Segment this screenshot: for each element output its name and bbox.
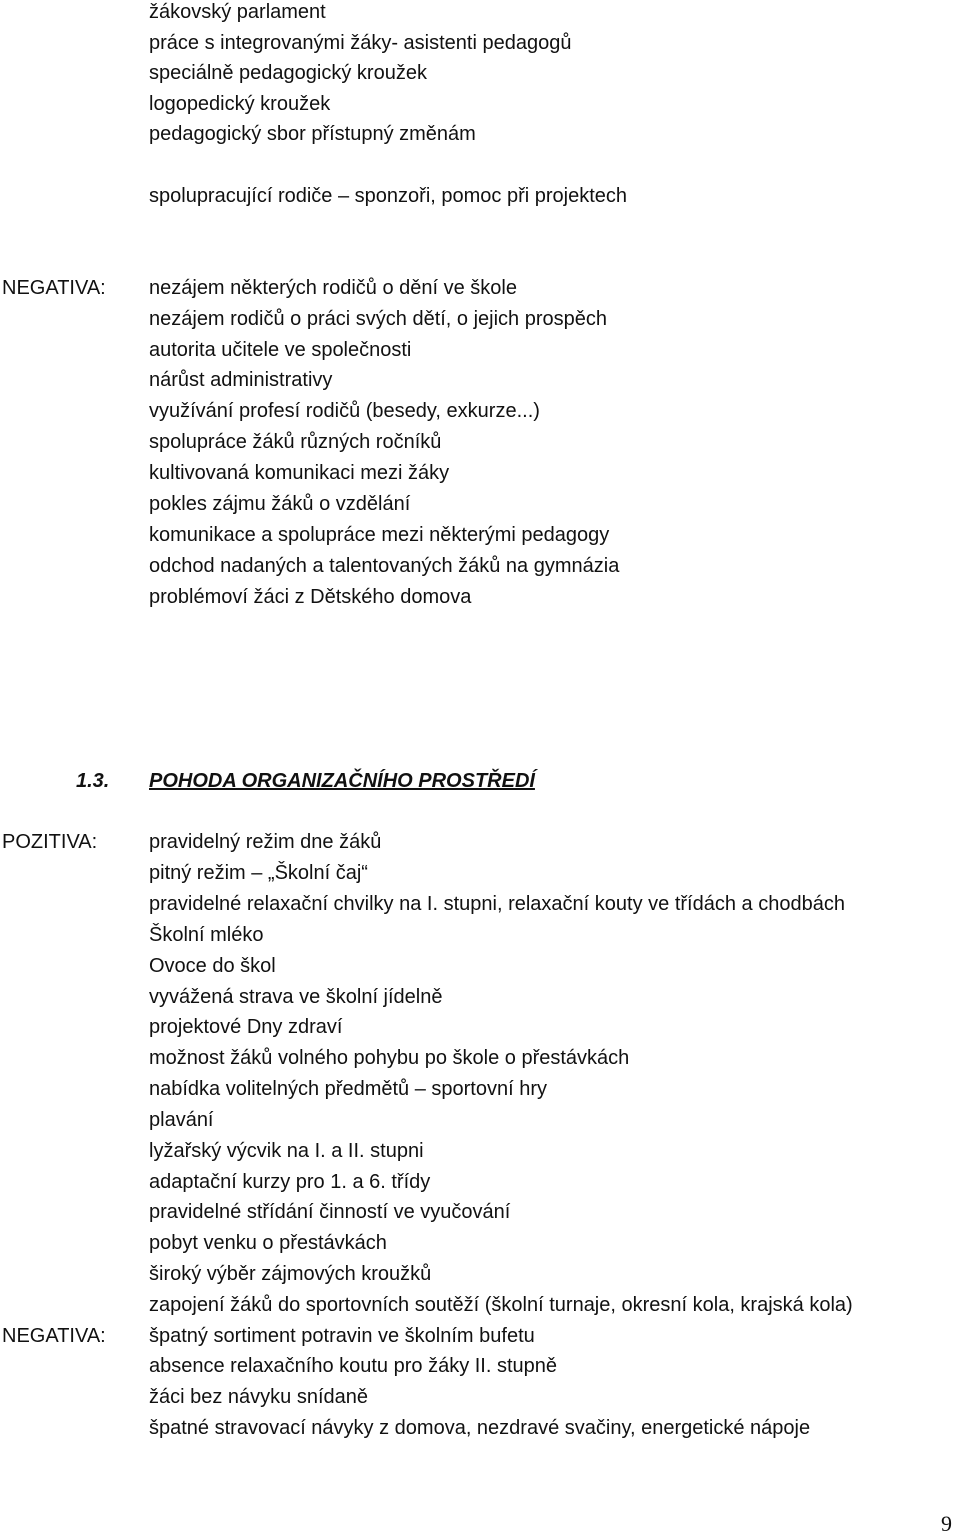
section-number: 1.3.	[76, 770, 110, 792]
pozitiva-item: pravidelný režim dne žáků	[149, 831, 382, 853]
top-list-item: žákovský parlament	[149, 1, 326, 23]
top-list-item: logopedický kroužek	[149, 93, 331, 115]
pozitiva-item: projektové Dny zdraví	[149, 1016, 343, 1038]
negativa-item: komunikace a spolupráce mezi některými pedagogy	[149, 524, 610, 546]
negativa-item: nezájem rodičů o práci svých dětí, o jejich prospěch	[149, 308, 608, 330]
negativa-label: NEGATIVA:	[2, 1325, 106, 1347]
negativa-item: absence relaxačního koutu pro žáky II. stupně	[149, 1355, 558, 1377]
negativa-item: žáci bez návyku snídaně	[149, 1386, 369, 1408]
pozitiva-item: lyžařský výcvik na I. a II. stupni	[149, 1140, 424, 1162]
negativa-item: spolupráce žáků různých ročníků	[149, 431, 442, 453]
section-title: POHODA ORGANIZAČNÍHO PROSTŘEDÍ	[149, 770, 535, 792]
negativa-label: NEGATIVA:	[2, 277, 106, 299]
pozitiva-item: pravidelné střídání činností ve vyučování	[149, 1201, 511, 1223]
top-list-item: speciálně pedagogický kroužek	[149, 62, 427, 84]
pozitiva-item: Ovoce do škol	[149, 955, 276, 977]
pozitiva-item: pravidelné relaxační chvilky na I. stupni, relaxační kouty ve třídách a chodbách	[149, 893, 845, 915]
negativa-item: nárůst administrativy	[149, 369, 333, 391]
pozitiva-label: POZITIVA:	[2, 831, 98, 853]
pozitiva-item: pobyt venku o přestávkách	[149, 1232, 387, 1254]
pozitiva-item: Školní mléko	[149, 924, 264, 946]
negativa-item: problémoví žáci z Dětského domova	[149, 586, 472, 608]
negativa-item: pokles zájmu žáků o vzdělání	[149, 493, 411, 515]
negativa-item: autorita učitele ve společnosti	[149, 339, 412, 361]
negativa-item: využívání profesí rodičů (besedy, exkurze...)	[149, 400, 540, 422]
top-list-item: práce s integrovanými žáky- asistenti pedagogů	[149, 32, 572, 54]
top-list-item: spolupracující rodiče – sponzoři, pomoc při projektech	[149, 185, 628, 207]
negativa-item: kultivovaná komunikaci mezi žáky	[149, 462, 450, 484]
pozitiva-item: nabídka volitelných předmětů – sportovní hry	[149, 1078, 547, 1100]
pozitiva-item: zapojení žáků do sportovních soutěží (školní turnaje, okresní kola, krajská kola)	[149, 1294, 853, 1316]
top-list-item: pedagogický sbor přístupný změnám	[149, 123, 476, 145]
pozitiva-item: možnost žáků volného pohybu po škole o přestávkách	[149, 1047, 630, 1069]
negativa-item: odchod nadaných a talentovaných žáků na gymnázia	[149, 555, 620, 577]
pozitiva-item: široký výběr zájmových kroužků	[149, 1263, 432, 1285]
negativa-item: špatný sortiment potravin ve školním bufetu	[149, 1325, 535, 1347]
pozitiva-item: vyvážená strava ve školní jídelně	[149, 986, 443, 1008]
pozitiva-item: plavání	[149, 1109, 214, 1131]
pozitiva-item: pitný režim – „Školní čaj“	[149, 862, 368, 884]
negativa-item: špatné stravovací návyky z domova, nezdravé svačiny, energetické nápoje	[149, 1417, 811, 1439]
pozitiva-item: adaptační kurzy pro 1. a 6. třídy	[149, 1171, 431, 1193]
negativa-item: nezájem některých rodičů o dění ve škole	[149, 277, 517, 299]
page-number: 9	[941, 1511, 952, 1536]
